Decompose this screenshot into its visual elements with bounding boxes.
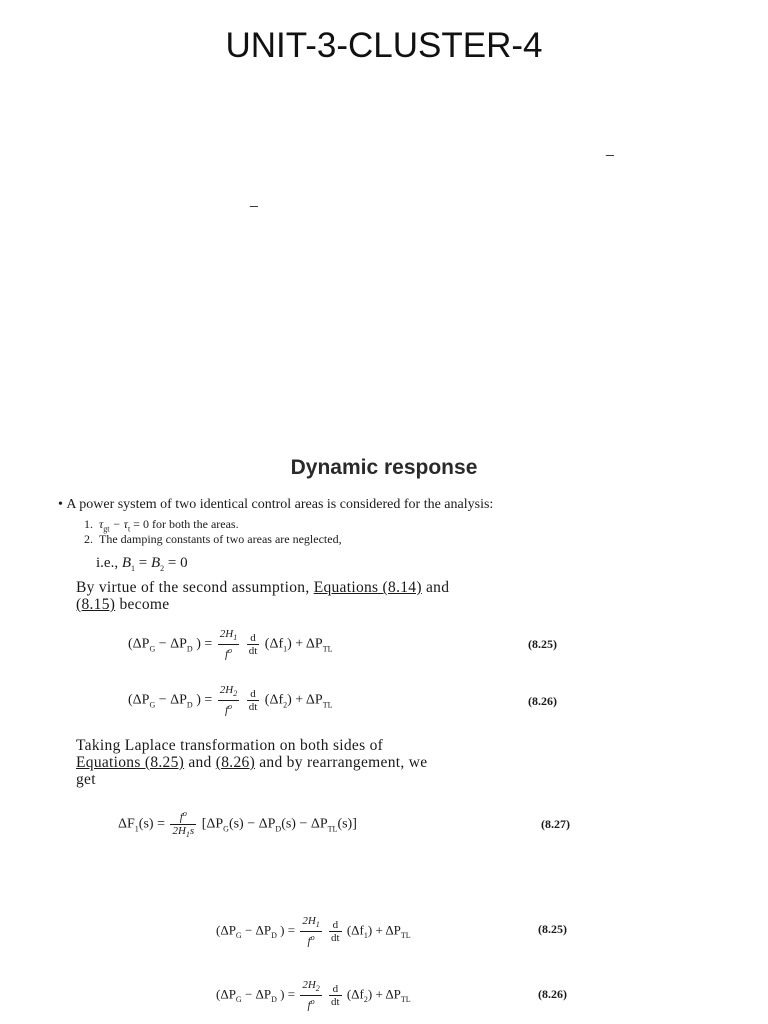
eq-term: d bbox=[329, 919, 342, 932]
eq-term: − ΔP bbox=[244, 922, 272, 938]
eq-term: ) = bbox=[280, 922, 296, 938]
assumption-2 bbox=[84, 532, 342, 547]
eq-sub: D bbox=[186, 644, 193, 654]
eq-term: s bbox=[189, 824, 195, 837]
eq-sub: D bbox=[275, 824, 282, 834]
eq-term: dt bbox=[248, 700, 258, 713]
assumption-1 bbox=[84, 517, 239, 533]
bullet-text: A power system of two identical control areas is considered for the analysis: bbox=[66, 497, 494, 512]
assumption-text: for both the areas. bbox=[151, 517, 239, 531]
bullet-line bbox=[58, 497, 493, 513]
equation-8-26 bbox=[128, 684, 332, 717]
assumption-text: The damping constants of two areas are neglected, bbox=[99, 532, 342, 546]
eq-term: ) + ΔP bbox=[367, 922, 401, 938]
bullet-dot-icon: • bbox=[58, 497, 67, 512]
eq-term: f bbox=[224, 704, 229, 717]
para-text: and bbox=[426, 579, 450, 596]
eq-term: (ΔP bbox=[216, 986, 236, 1002]
eq-term: ) + ΔP bbox=[367, 986, 401, 1002]
equation-number: (8.26) bbox=[538, 987, 567, 1001]
eq-term: ) + ΔP bbox=[287, 692, 323, 708]
eq-sub: G bbox=[149, 700, 156, 710]
eq-term: [ΔP bbox=[201, 816, 224, 832]
eq-term: ) + ΔP bbox=[287, 636, 323, 652]
eq-sup: o bbox=[228, 646, 233, 656]
eq-term: f bbox=[307, 999, 311, 1012]
eq-term: ) = bbox=[196, 636, 213, 652]
equation-number: (8.25) bbox=[538, 922, 567, 936]
eq-derivative bbox=[329, 983, 342, 1008]
equation-8-27 bbox=[118, 808, 357, 841]
math-subscript: gt bbox=[103, 524, 110, 534]
eq-sub: 1 bbox=[283, 644, 288, 654]
equation-8-26-repeat bbox=[216, 979, 411, 1012]
eq-sub: 2 bbox=[283, 700, 288, 710]
eq-term: (ΔP bbox=[128, 636, 150, 652]
eq-term: − ΔP bbox=[158, 636, 187, 652]
eq-term: (Δf bbox=[264, 636, 284, 652]
equation-8-25-repeat bbox=[216, 915, 411, 948]
eq-sub: TL bbox=[327, 824, 338, 834]
para-text: become bbox=[119, 596, 170, 613]
eq-sub: G bbox=[235, 995, 242, 1004]
eq-sub: 2 bbox=[233, 689, 238, 699]
eq-sub: TL bbox=[400, 931, 411, 940]
eq-derivative bbox=[247, 632, 260, 657]
eq-term: d bbox=[329, 983, 342, 996]
slide-title: UNIT-3-CLUSTER-4 bbox=[225, 26, 543, 65]
equation-number: (8.27) bbox=[541, 817, 570, 831]
eq-derivative bbox=[247, 688, 260, 713]
eq-term: f bbox=[307, 935, 311, 948]
dash-mark: _ bbox=[250, 191, 258, 207]
eq-term: (s) − ΔP bbox=[228, 816, 276, 832]
eq-sub: D bbox=[271, 931, 277, 940]
eq-sub: G bbox=[223, 824, 229, 834]
eq-term: − ΔP bbox=[244, 986, 272, 1002]
math-symbol: B bbox=[121, 555, 131, 571]
eq-fraction bbox=[300, 979, 321, 1012]
math-symbol: B bbox=[150, 555, 161, 571]
para-text: and by rearrangement, we bbox=[259, 754, 428, 771]
eq-sub: 2 bbox=[315, 984, 320, 994]
eq-term: 2H bbox=[172, 824, 186, 837]
eq-sup: o bbox=[182, 809, 187, 818]
eq-sub: G bbox=[235, 931, 242, 940]
eq-term: d bbox=[247, 632, 260, 645]
eq-sub: G bbox=[149, 644, 156, 654]
eq-term: (ΔP bbox=[216, 922, 236, 938]
eq-term: (ΔP bbox=[128, 692, 150, 708]
eq-fraction bbox=[218, 628, 239, 661]
eq-term: 2H bbox=[302, 979, 316, 991]
equation-number: (8.26) bbox=[528, 694, 557, 708]
paragraph-2 bbox=[76, 737, 427, 788]
dash-mark: _ bbox=[606, 140, 614, 156]
eq-term: d bbox=[247, 688, 260, 701]
equation-link[interactable]: (8.26) bbox=[215, 754, 256, 771]
ie-line bbox=[96, 555, 188, 573]
math-symbol: − τ bbox=[112, 517, 128, 531]
math-symbol: = bbox=[138, 555, 151, 571]
para-text: and bbox=[188, 754, 212, 771]
eq-term: (s) = bbox=[138, 816, 165, 832]
equation-link[interactable]: (8.15) bbox=[76, 596, 116, 613]
eq-term: 2H bbox=[219, 684, 234, 696]
eq-sup: o bbox=[310, 997, 315, 1007]
equation-link[interactable]: Equations (8.14) bbox=[313, 579, 422, 596]
eq-term: 2H bbox=[219, 628, 234, 640]
ie-text: i.e., bbox=[96, 555, 119, 571]
eq-sub: 1 bbox=[185, 829, 190, 839]
eq-term: ) = bbox=[280, 986, 296, 1002]
equation-8-25 bbox=[128, 628, 332, 661]
eq-term: f bbox=[179, 811, 183, 824]
paragraph-1 bbox=[76, 579, 449, 613]
math-subscript: 1 bbox=[131, 564, 135, 573]
assumption-number: 1. bbox=[84, 517, 93, 531]
eq-fraction bbox=[218, 684, 239, 717]
eq-term: f bbox=[224, 648, 229, 661]
eq-term: (Δf bbox=[346, 922, 364, 938]
eq-sub: TL bbox=[322, 644, 333, 654]
eq-term: (Δf bbox=[264, 692, 284, 708]
para-text: Taking Laplace transformation on both sides of bbox=[76, 737, 384, 754]
eq-sub: 2 bbox=[363, 995, 368, 1004]
eq-fraction bbox=[300, 915, 321, 948]
eq-term: dt bbox=[331, 995, 340, 1008]
eq-sub: TL bbox=[400, 995, 411, 1004]
eq-sub: D bbox=[186, 700, 193, 710]
eq-term: ) = bbox=[196, 692, 213, 708]
eq-sub: TL bbox=[322, 700, 333, 710]
equation-number: (8.25) bbox=[528, 637, 557, 651]
eq-term: (s)] bbox=[337, 816, 357, 832]
eq-fraction bbox=[170, 808, 196, 841]
math-symbol: = 0 bbox=[167, 555, 188, 571]
eq-term: (s) − ΔP bbox=[281, 816, 328, 832]
assumption-number: 2. bbox=[84, 532, 93, 546]
eq-derivative bbox=[329, 919, 342, 944]
eq-term: dt bbox=[331, 931, 340, 944]
eq-term: ΔF bbox=[118, 816, 135, 832]
eq-sub: D bbox=[271, 995, 277, 1004]
eq-sup: o bbox=[228, 702, 233, 712]
eq-sub: 1 bbox=[134, 824, 139, 834]
eq-term: dt bbox=[248, 644, 258, 657]
math-subscript: 2 bbox=[160, 564, 165, 573]
math-symbol: τ bbox=[99, 517, 104, 531]
math-symbol: = 0 bbox=[133, 517, 149, 531]
eq-term: (Δf bbox=[346, 986, 364, 1002]
section-heading: Dynamic response bbox=[290, 456, 478, 479]
eq-sub: 1 bbox=[233, 633, 238, 643]
eq-term: − ΔP bbox=[158, 692, 187, 708]
eq-term: 2H bbox=[302, 915, 316, 927]
eq-sub: 1 bbox=[315, 920, 320, 930]
eq-sub: 1 bbox=[363, 931, 368, 940]
eq-sup: o bbox=[310, 933, 315, 943]
para-text: By virtue of the second assumption, bbox=[76, 579, 310, 596]
equation-link[interactable]: Equations (8.25) bbox=[76, 754, 185, 771]
math-subscript: t bbox=[127, 524, 131, 534]
para-text: get bbox=[76, 771, 96, 788]
